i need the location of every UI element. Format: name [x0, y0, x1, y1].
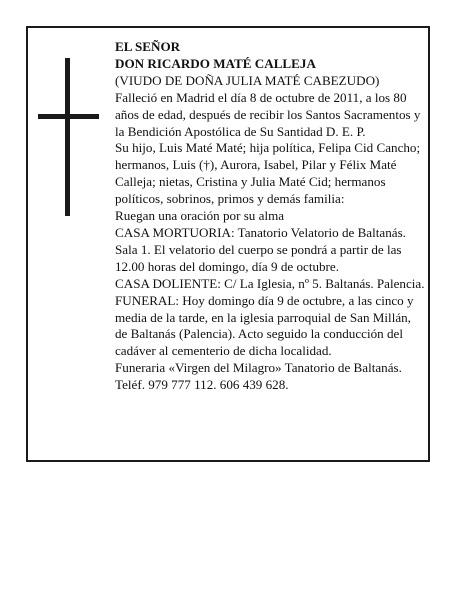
house-paragraph: CASA DOLIENTE: C/ La Iglesia, nº 5. Baltanás. Palencia.	[115, 275, 425, 291]
cross-vertical-bar	[65, 58, 70, 216]
prayer-line: Ruegan una oración por su alma	[115, 208, 285, 224]
family-paragraph: Su hijo, Luis Maté Maté; hija política, Felipa Cid Cancho; hermanos, Luis (†), Aurora, Isabel, Pilar y Félix Maté Calleja; nietas, Cristina y Julia Maté Cid; hermanos políticos, sobrinos, primos y demás familia:	[115, 140, 421, 207]
notice-title-line1: EL SEÑOR	[115, 39, 181, 54]
funeral-paragraph: FUNERAL: Hoy domingo día 9 de octubre, a las cinco y media de la tarde, en la iglesia parroquial de San Millán, de Baltanás (Palencia). Acto seguido la conducción del cadáver al cementerio de dicha localidad.	[115, 292, 414, 359]
death-paragraph: Falleció en Madrid el día 8 de octubre de 2011, a los 80 años de edad, después de recibir los Santos Sacramentos y la Bendición Apostólica de Su Santidad D. E. P.	[115, 89, 421, 139]
latin-cross-icon	[38, 58, 118, 218]
notice-body	[115, 39, 425, 394]
obituary-notice	[26, 26, 430, 462]
notice-subtitle: (VIUDO DE DOÑA JULIA MATÉ CABEZUDO)	[115, 72, 380, 88]
mortuary-paragraph: CASA MORTUORIA: Tanatorio Velatorio de Baltanás. Sala 1. El velatorio del cuerpo se pondrá a partir de las 12.00 horas del domingo, día 9 de octubre.	[115, 224, 406, 274]
funeraria-paragraph: Funeraria «Virgen del Milagro» Tanatorio de Baltanás. Teléf. 979 777 112. 606 439 628.	[115, 360, 402, 393]
notice-title-line2: DON RICARDO MATÉ CALLEJA	[115, 55, 316, 71]
cross-horizontal-bar	[38, 114, 99, 119]
